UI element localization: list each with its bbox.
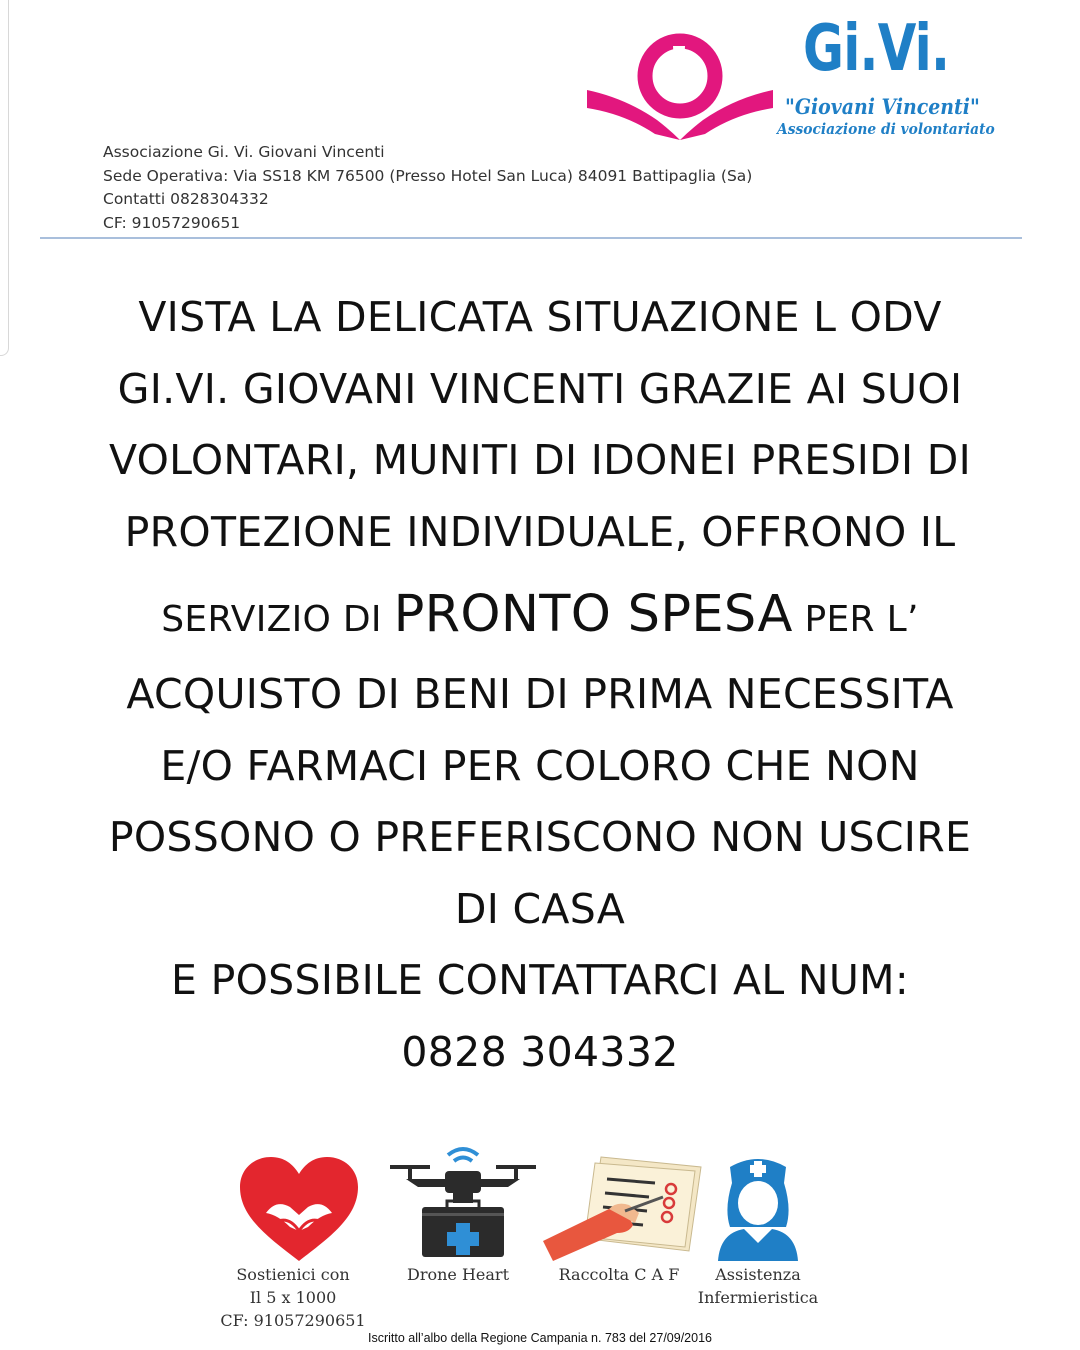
message-line: ACQUISTO DI BENI DI PRIMA NECESSITA — [126, 670, 954, 718]
footer-label: Infermieristica — [697, 1288, 819, 1307]
logo-tagline: Associazione di volontariato — [777, 120, 995, 138]
nurse-icon — [714, 1153, 802, 1261]
logo-mark-icon — [585, 28, 775, 140]
message-line: DI CASA — [454, 884, 626, 933]
association-address: Sede Operativa: Via SS18 KM 76500 (Presso Hotel San Luca) 84091 Battipaglia (Sa) — [103, 166, 753, 185]
page-edge — [0, 0, 9, 356]
association-name: Associazione Gi. Vi. Giovani Vincenti — [103, 143, 385, 161]
registry-note: Iscritto all’albo della Regione Campania n. 783 del 27/09/2016 — [368, 1331, 712, 1345]
message-line: GI.VI. GIOVANI VINCENTI GRAZIE AI SUOI — [117, 364, 963, 413]
message-line: VOLONTARI, MUNITI DI IDONEI PRESIDI DI — [108, 436, 972, 484]
message-text: SERVIZIO DI — [161, 599, 394, 640]
header-divider — [40, 237, 1022, 239]
message-line: VISTA LA DELICATA SITUAZIONE L ODV — [138, 293, 942, 341]
logo-title: Gi.Vi. — [803, 12, 950, 86]
pronto-spesa-highlight: PRONTO SPESA — [393, 585, 793, 644]
footer-label: Drone Heart — [406, 1265, 509, 1284]
footer-label: Il 5 x 1000 — [249, 1288, 337, 1307]
footer-label: Assistenza — [715, 1265, 801, 1284]
footer-label: Raccolta C A F — [558, 1265, 680, 1284]
drone-medical-kit-icon — [390, 1141, 536, 1259]
header-info — [103, 141, 752, 235]
footer-label: CF: 91057290651 — [220, 1311, 366, 1330]
footer-item-caf — [546, 1263, 692, 1286]
message-line: E POSSIBILE CONTATTARCI AL NUM: — [171, 956, 909, 1004]
message-text: PER L’ — [792, 599, 919, 640]
heart-hands-icon — [238, 1155, 360, 1263]
logo-subtitle: "Giovani Vincenti" — [785, 94, 980, 119]
message-line: PROTEZIONE INDIVIDUALE, OFFRONO IL — [124, 507, 956, 556]
association-cf: CF: 91057290651 — [103, 213, 241, 232]
message-line: POSSONO O PREFERISCONO NON USCIRE — [108, 813, 972, 861]
association-contacts: Contatti 0828304332 — [103, 190, 269, 208]
footer-label: Sostienici con — [236, 1265, 350, 1284]
association-logo — [585, 10, 995, 145]
footer-item-5x1000 — [220, 1263, 366, 1332]
document-pen-icon — [543, 1153, 705, 1261]
phone-number: 0828 304332 — [401, 1027, 679, 1076]
main-message — [40, 282, 1040, 1088]
footer-services — [0, 1145, 1080, 1350]
message-line: E/O FARMACI PER COLORO CHE NON — [160, 741, 920, 790]
footer-item-drone-heart — [390, 1263, 526, 1286]
message-line-highlight — [40, 568, 1040, 659]
footer-item-nursing — [690, 1263, 826, 1309]
